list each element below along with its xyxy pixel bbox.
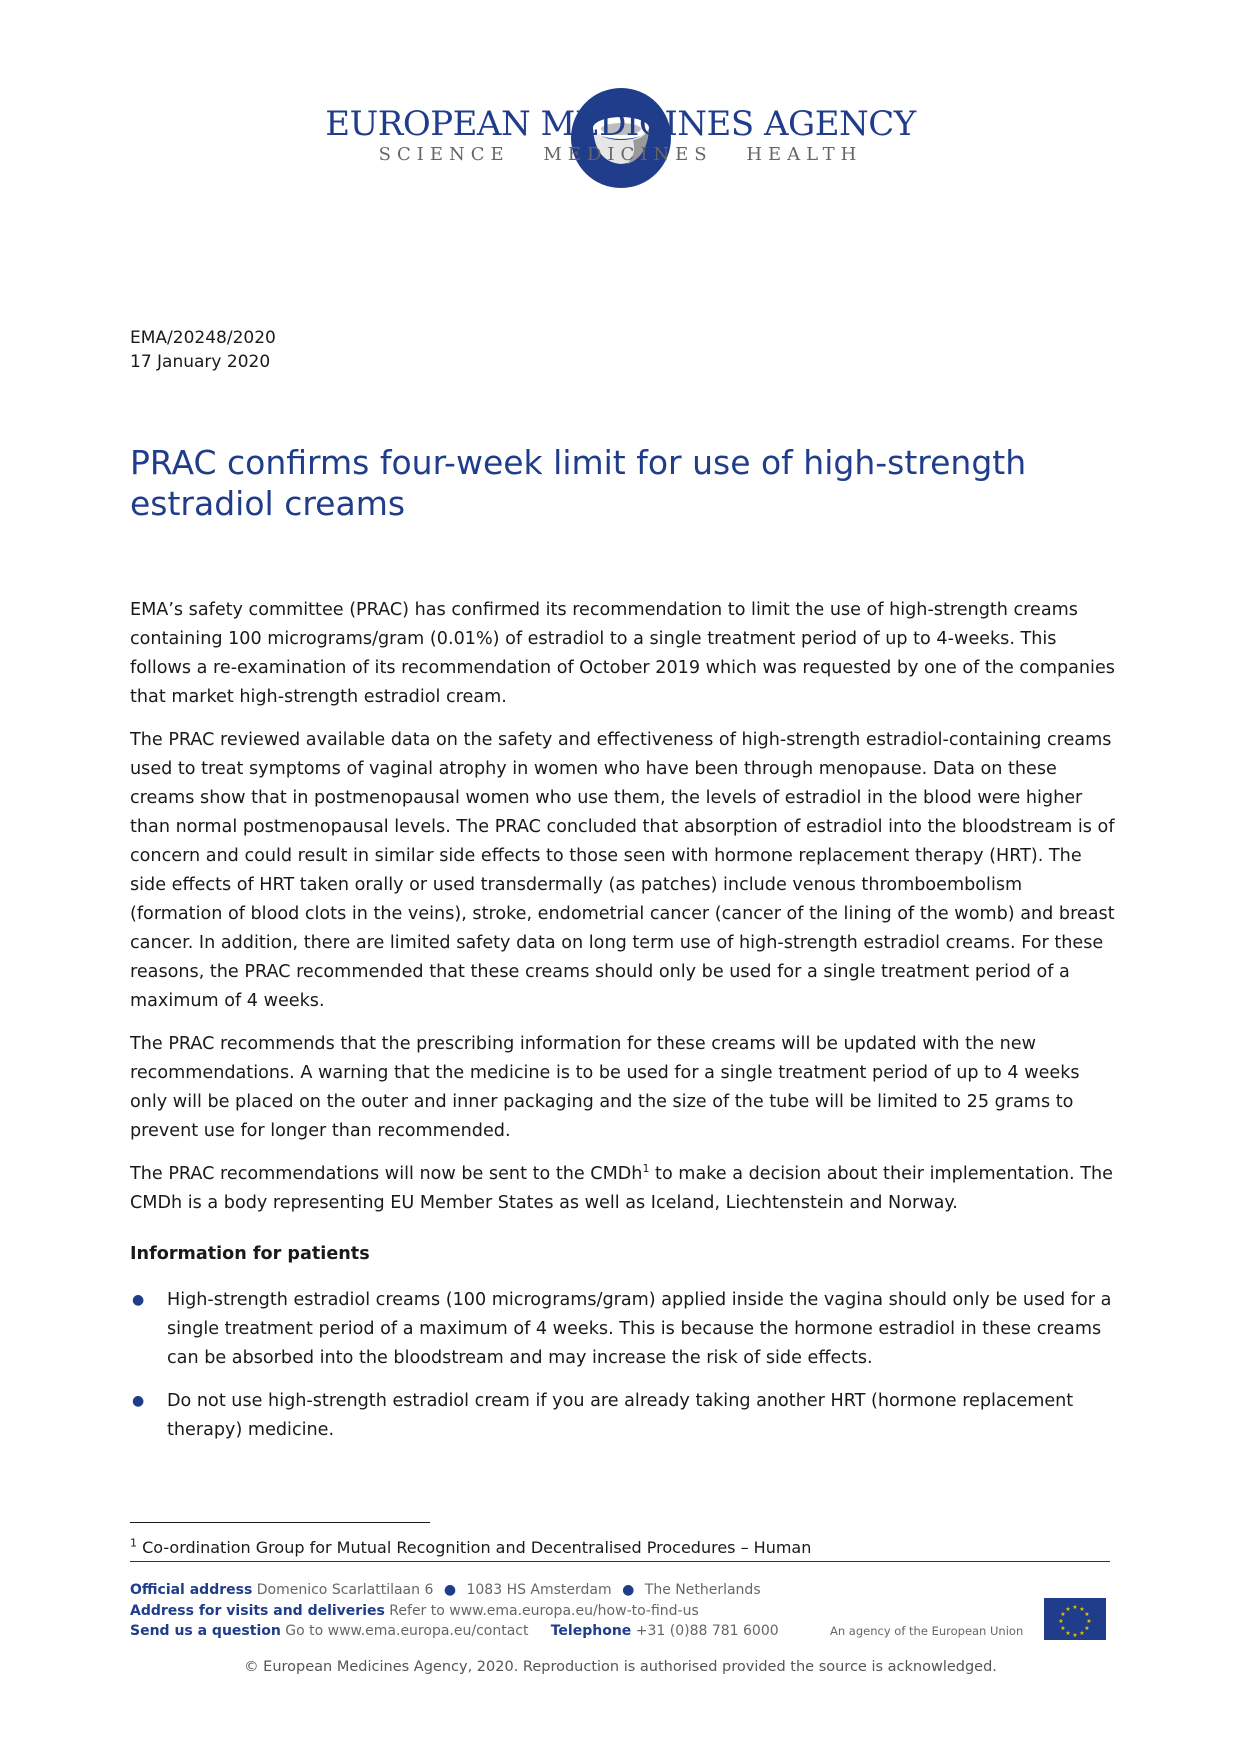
telephone-label: Telephone	[550, 1623, 632, 1639]
document-reference-block	[130, 326, 276, 374]
official-address-label: Official address	[130, 1582, 253, 1598]
contact-link[interactable]: Go to www.ema.europa.eu/contact	[285, 1623, 529, 1639]
paragraph	[130, 1160, 1120, 1218]
document-reference: EMA/20248/2020	[130, 328, 276, 348]
list-item-text: Do not use high-strength estradiol cream if you are already taking another HRT (hormone replacement therapy) medicine.	[167, 1391, 1074, 1440]
svg-text:★: ★	[1058, 1618, 1064, 1625]
page-title: PRAC confirms four-week limit for use of high-strength estradiol creams	[130, 443, 1027, 523]
agency-name: EUROPEAN MEDICINES AGENCY	[325, 104, 916, 144]
address-street: Domenico Scarlattilaan 6	[256, 1582, 434, 1598]
svg-text:★: ★	[1084, 1625, 1090, 1632]
section-heading: Information for patients	[130, 1244, 370, 1264]
separator-dot-icon: ●	[622, 1582, 635, 1598]
document-date: 17 January 2020	[130, 352, 271, 372]
footnote-number: 1	[130, 1536, 137, 1550]
eu-flag-icon	[1044, 1598, 1106, 1640]
list-item	[130, 1387, 1120, 1445]
footnote-divider	[130, 1522, 430, 1523]
bullet-icon: ●	[132, 1393, 145, 1409]
telephone-number: +31 (0)88 781 6000	[635, 1623, 779, 1639]
visits-line	[130, 1601, 779, 1622]
address-country: The Netherlands	[644, 1582, 761, 1598]
footer-contact	[130, 1580, 779, 1642]
paragraph-text: to make a decision about their implementation. The CMDh is a body representing EU Member States as well as Iceland, Liechtenstein and Norway.	[130, 1164, 1113, 1213]
document-body	[130, 596, 1120, 1459]
paragraph: The PRAC reviewed available data on the safety and effectiveness of high-strength estradiol-containing creams used to treat symptoms of vaginal atrophy in women who have been through menopause. Data on these creams show that in postmenopausal women who use them, the levels of estradiol in the blood were higher than normal postmenopausal levels. The PRAC concluded that absorption of estradiol into the bloodstream is of concern and could result in similar side effects to those seen with hormone replacement therapy (HRT). The side effects of HRT taken orally or used transdermally (as patches) include venous thromboembolism (formation of blood clots in the veins), stroke, endometrial cancer (cancer of the lining of the womb) and breast cancer. In addition, there are limited safety data on long term use of high-strength estradiol creams. For these reasons, the PRAC recommended that these creams should only be used for a single treatment period of a maximum of 4 weeks.	[130, 730, 1115, 1011]
patient-info-list	[130, 1286, 1120, 1445]
official-address-line	[130, 1580, 779, 1601]
footnote-text: Co-ordination Group for Mutual Recognition and Decentralised Procedures – Human	[137, 1538, 812, 1557]
visits-label: Address for visits and deliveries	[130, 1602, 385, 1619]
svg-text:★: ★	[1079, 1630, 1085, 1637]
eu-agency-note: An agency of the European Union	[830, 1624, 1024, 1638]
footnote-reference[interactable]: 1	[642, 1162, 650, 1176]
paragraph: EMA’s safety committee (PRAC) has confirmed its recommendation to limit the use of high-strength creams containing 100 micrograms/gram (0.01%) of estradiol to a single treatment period of up to 4-weeks. This follows a re-examination of its recommendation of October 2019 which was requested by one of the companies that market high-strength estradiol cream.	[130, 600, 1115, 707]
footer-divider	[130, 1561, 1110, 1562]
svg-text:★: ★	[1079, 1606, 1085, 1613]
paragraph: The PRAC recommends that the prescribing information for these creams will be updated with the new recommendations. A warning that the medicine is to be used for a single treatment period of up to 4 weeks only will be placed on the outer and inner packaging and the size of the tube will be limited to 25 grams to prevent use for longer than recommended.	[130, 1034, 1080, 1141]
list-item-text: High-strength estradiol creams (100 micrograms/gram) applied inside the vagina should only be used for a single treatment period of a maximum of 4 weeks. This is because the hormone estradiol in these creams can be absorbed into the bloodstream and may increase the risk of side effects.	[167, 1290, 1112, 1368]
address-postcode: 1083 HS Amsterdam	[466, 1582, 612, 1598]
separator-dot-icon: ●	[443, 1582, 457, 1598]
svg-text:★: ★	[1060, 1625, 1066, 1632]
list-item	[130, 1286, 1120, 1373]
svg-text:★: ★	[1065, 1630, 1071, 1637]
footnote	[130, 1538, 811, 1557]
bullet-icon: ●	[132, 1292, 145, 1308]
copyright: © European Medicines Agency, 2020. Reproduction is authorised provided the source is acknowledged.	[244, 1659, 997, 1675]
svg-text:★: ★	[1072, 1604, 1078, 1611]
agency-tagline: SCIENCE MEDICINES HEALTH	[378, 144, 863, 165]
svg-text:★: ★	[1065, 1606, 1071, 1613]
svg-text:★: ★	[1060, 1611, 1066, 1618]
paragraph-text: The PRAC recommendations will now be sent to the CMDh	[130, 1164, 643, 1184]
question-label: Send us a question	[130, 1623, 281, 1639]
svg-text:★: ★	[1086, 1618, 1092, 1625]
visits-link[interactable]: Refer to www.ema.europa.eu/how-to-find-us	[389, 1602, 699, 1619]
svg-text:★: ★	[1072, 1632, 1078, 1639]
contact-line	[130, 1621, 779, 1642]
svg-text:★: ★	[1084, 1611, 1090, 1618]
